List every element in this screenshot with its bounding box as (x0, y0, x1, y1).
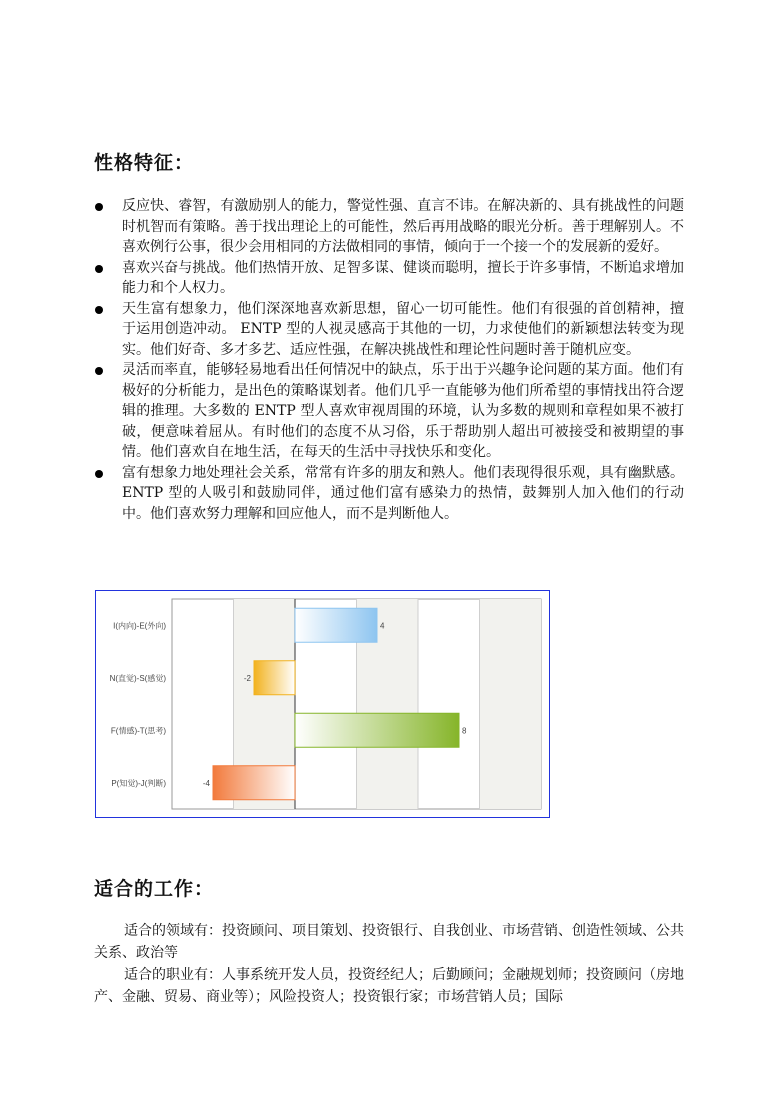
bullet-icon (95, 470, 103, 478)
list-item-text: 灵活而率直，能够轻易地看出任何情况中的缺点，乐于出于兴趣争论问题的某方面。他们有极好的分析能力，是出色的策略谋划者。他们几乎一直能够为他们所希望的事情找出符合逻辑的推理。大多数的 ENTP 型人喜欢审视周围的环境，认为多数的规则和章程如果不被打破，便意味着屈从。有时他们的态度不从习俗，乐于帮助别人超出可被接受和被期望的事情。他们喜欢自在地生活，在每天的生活中寻找快乐和变化。 (122, 362, 684, 460)
list-item (94, 463, 684, 525)
suitable-fields-paragraph: 适合的领域有：投资顾问、项目策划、投资银行、自我创业、市场营销、创造性领域、公共关系、政治等 (94, 923, 684, 961)
category-label: F(情感)-T(思考) (110, 726, 166, 736)
suitable-jobs-paragraph: 适合的职业有：人事系统开发人员，投资经纪人；后勤顾问；金融规划师；投资顾问（房地产、金融、贸易、商业等）；风险投资人；投资银行家；市场营销人员；国际 (94, 967, 684, 1005)
data-label: -2 (243, 673, 251, 683)
list-item-text: 富有想象力地处理社会关系，常常有许多的朋友和熟人。他们表现得很乐观，具有幽默感。ENTP 型的人吸引和鼓励同伴，通过他们富有感染力的热情，鼓舞别人加入他们的行动中。他们喜欢努力理解和回应他人，而不是判断他人。 (122, 464, 684, 522)
bullet-icon (95, 203, 103, 211)
list-item-text: 喜欢兴奋与挑战。他们热情开放、足智多谋、健谈而聪明，擅长于许多事情，不断追求增加能力和个人权力。 (122, 259, 684, 296)
list-item (94, 360, 684, 463)
list-item-text: 反应快、睿智，有激励别人的能力，警觉性强、直言不讳。在解决新的、具有挑战性的问题时机智而有策略。善于找出理论上的可能性，然后再用战略的眼光分析。善于理解别人。不喜欢例行公事，很少会用相同的方法做相同的事情，倾向于一个接一个的发展新的爱好。 (122, 198, 684, 255)
section-title-traits: 性格特征： (94, 152, 195, 174)
bar-0 (295, 608, 377, 642)
bar-1 (254, 661, 295, 695)
mbti-bar-chart (95, 590, 550, 818)
bullet-icon (95, 367, 103, 375)
bar-2 (295, 713, 459, 747)
bullet-icon (95, 265, 103, 273)
data-label: -4 (202, 778, 210, 788)
list-item-text: 天生富有想象力，他们深深地喜欢新思想，留心一切可能性。他们有很强的首创精神，擅 于运用创造冲动。 ENTP 型的人视灵感高于其他的一切，力求使他们的新颖想法转变为现实。他们好奇、多才多艺、适应性强，在解决挑战性和理论性问题时善于随机应变。 (122, 300, 684, 358)
section-title-jobs: 适合的工作： (94, 878, 215, 900)
data-label: 8 (462, 726, 467, 736)
list-item (94, 258, 684, 299)
bar-3 (213, 766, 295, 800)
traits-list (94, 196, 684, 524)
grid-band (480, 599, 542, 809)
category-label: N(直觉)-S(感觉) (109, 673, 166, 683)
chart-canvas (96, 591, 548, 816)
list-item (94, 196, 684, 258)
list-item (94, 299, 684, 361)
category-label: I(内向)-E(外向) (113, 621, 166, 631)
category-label: P(知觉)-J(判断) (111, 778, 166, 788)
data-label: 4 (380, 621, 385, 631)
bullet-icon (95, 306, 103, 314)
